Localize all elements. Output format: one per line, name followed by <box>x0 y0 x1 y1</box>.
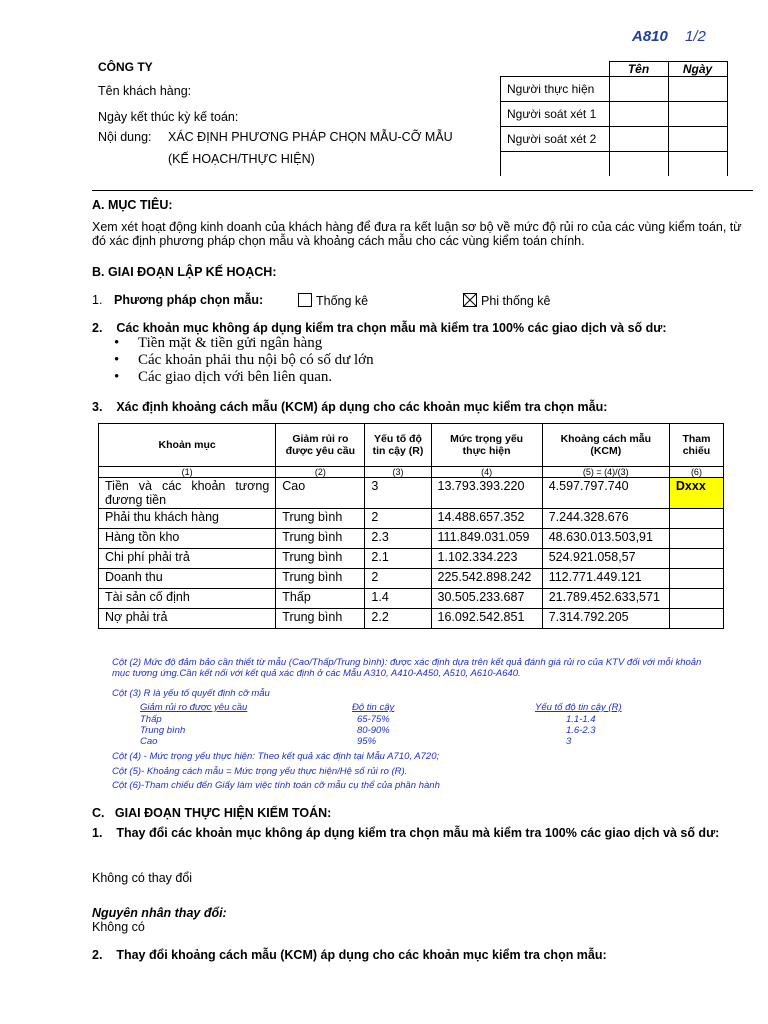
table-cell: 13.793.393.220 <box>431 478 542 509</box>
signoff-table <box>500 61 728 176</box>
table-cell <box>669 569 723 589</box>
table-cell: 1.102.334.223 <box>431 549 542 569</box>
checkbox-nonstatistical[interactable] <box>463 293 477 307</box>
table-cell: Trung bình <box>276 509 365 529</box>
col-num: (2) <box>276 467 365 478</box>
table-cell: 2 <box>365 509 431 529</box>
table-cell: Tài sản cố định <box>99 589 276 609</box>
table-cell: 3 <box>365 478 431 509</box>
signoff-name-cell[interactable] <box>609 127 668 152</box>
table-row <box>99 509 724 529</box>
note-col6: Cột (6)-Tham chiếu đến Giấy làm việc tính toán cỡ mẫu cụ thể của phần hành <box>112 780 440 791</box>
note-col3: Cột (3) R là yếu tố quyết định cỡ mẫu <box>112 688 270 699</box>
table-cell: Dxxx <box>669 478 723 509</box>
th-materiality: Mức trọng yếu thực hiện <box>431 424 542 467</box>
th-risk: Giảm rủi ro được yêu cầu <box>276 424 365 467</box>
note-col5: Cột (5)- Khoảng cách mẫu = Mức trọng yếu thực hiện/Hệ số rủi ro (R). <box>112 766 408 777</box>
reliability-cell: Trung bình <box>140 725 186 736</box>
reason-label: Nguyên nhân thay đổi: <box>92 906 227 920</box>
table-cell: 2.2 <box>365 609 431 629</box>
table-cell: 2.1 <box>365 549 431 569</box>
table-cell <box>669 509 723 529</box>
table-cell: 30.505.233.687 <box>431 589 542 609</box>
list-item <box>114 369 332 386</box>
content-label: Nội dung: <box>98 130 152 144</box>
reliability-cell: 95% <box>357 736 377 747</box>
section-c-item1: 1. Thay đổi các khoản mục không áp dụng kiểm tra chọn mẫu mà kiểm tra 100% các giao dịch và số dư: <box>92 826 720 840</box>
signoff-date-cell[interactable] <box>668 77 727 102</box>
th-confidence: Yếu tố độ tin cậy (R) <box>365 424 431 467</box>
table-cell: 524.921.058,57 <box>542 549 669 569</box>
table-cell: 16.092.542.851 <box>431 609 542 629</box>
form-code: A810 <box>632 28 668 45</box>
table-cell: Trung bình <box>276 549 365 569</box>
option-statistical[interactable] <box>298 293 368 308</box>
reliability-cell: 1.1-1.4 <box>566 714 596 725</box>
signoff-role: Người thực hiện <box>501 77 610 102</box>
col-num: (6) <box>669 467 723 478</box>
table-row <box>99 529 724 549</box>
table-cell: 111.849.031.059 <box>431 529 542 549</box>
checked-x-icon <box>464 294 476 306</box>
table-cell: 48.630.013.503,91 <box>542 529 669 549</box>
content-subtitle: (KẾ HOẠCH/THỰC HIỆN) <box>168 152 315 166</box>
table-cell: Tiền và các khoản tương đương tiền <box>99 478 276 509</box>
signoff-date-cell[interactable] <box>668 127 727 152</box>
sub-header-risk: Giảm rủi ro được yêu cầu <box>140 702 248 713</box>
bullet-text: Tiền mặt & tiền gửi ngân hàng <box>138 335 323 351</box>
reliability-cell: 80-90% <box>357 725 390 736</box>
th-account: Khoản mục <box>99 424 276 467</box>
bullet-icon: • <box>114 369 120 385</box>
page-number: 1/2 <box>685 28 706 45</box>
table-cell <box>669 609 723 629</box>
table-row <box>99 589 724 609</box>
bullet-text: Các khoản phải thu nội bộ có số dư lớn <box>138 352 374 368</box>
section-b-item3: 3. Xác định khoảng cách mẫu (KCM) áp dụng cho các khoản mục kiểm tra chọn mẫu: <box>92 400 608 414</box>
section-c-title: C. GIAI ĐOẠN THỰC HIỆN KIỂM TOÁN: <box>92 806 332 820</box>
content-title: XÁC ĐỊNH PHƯƠNG PHÁP CHỌN MẪU-CỠ MẪU <box>168 130 453 144</box>
signoff-row <box>501 77 728 102</box>
divider <box>92 190 753 191</box>
table-cell: 2.3 <box>365 529 431 549</box>
table-header-row <box>99 424 724 467</box>
no-change-text: Không có thay đổi <box>92 871 193 885</box>
signoff-col-name: Tên <box>609 62 668 77</box>
th-reference: Tham chiếu <box>669 424 723 467</box>
reliability-cell: 1.6-2.3 <box>566 725 596 736</box>
signoff-row <box>501 102 728 127</box>
sub-header-confidence: Độ tin cậy <box>352 702 395 713</box>
table-cell: Trung bình <box>276 569 365 589</box>
table-cell: Trung bình <box>276 609 365 629</box>
bullet-text: Các giao dịch với bên liên quan. <box>138 369 333 385</box>
col-num: (4) <box>431 467 542 478</box>
table-cell <box>669 529 723 549</box>
table-row <box>99 478 724 509</box>
list-item <box>114 352 374 369</box>
table-cell: 225.542.898.242 <box>431 569 542 589</box>
checkbox-statistical[interactable] <box>298 293 312 307</box>
table-cell: 7.314.792.205 <box>542 609 669 629</box>
table-cell: 7.244.328.676 <box>542 509 669 529</box>
signoff-row <box>501 152 728 177</box>
table-cell: Phải thu khách hàng <box>99 509 276 529</box>
client-label: Tên khách hàng: <box>98 84 192 98</box>
bullet-icon: • <box>114 335 120 351</box>
table-cell: Thấp <box>276 589 365 609</box>
table-row <box>99 549 724 569</box>
table-cell: 21.789.452.633,571 <box>542 589 669 609</box>
reliability-cell: Cao <box>140 736 158 747</box>
signoff-role: Người soát xét 2 <box>501 127 610 152</box>
section-a-title: A. MỤC TIÊU: <box>92 198 173 212</box>
table-cell <box>669 589 723 609</box>
section-b-item2: 2. Các khoản mục không áp dụng kiểm tra chọn mẫu mà kiểm tra 100% các giao dịch và số dư: <box>92 321 667 335</box>
col-num: (1) <box>99 467 276 478</box>
signoff-name-cell[interactable] <box>609 152 668 177</box>
table-cell: 14.488.657.352 <box>431 509 542 529</box>
signoff-name-cell[interactable] <box>609 77 668 102</box>
note-col2: Cột (2) Mức độ đảm bảo cần thiết từ mẫu (Cao/Thấp/Trung bình): được xác định dựa trên kết quả đánh giá rủi ro của KTV đối với mỗi khoản mục tương ứng.Cần kết nối với kết quả xác định ở các Mẫu A310, A410-A450, A510, A610-A640. <box>112 657 702 679</box>
table-cell: 1.4 <box>365 589 431 609</box>
sample-interval-table <box>98 423 724 629</box>
signoff-name-cell[interactable] <box>609 102 668 127</box>
bullet-icon: • <box>114 352 120 368</box>
sampling-item-num: 1. <box>92 293 103 307</box>
table-cell: 4.597.797.740 <box>542 478 669 509</box>
signoff-date-cell[interactable] <box>668 102 727 127</box>
table-cell: 2 <box>365 569 431 589</box>
section-a-text: Xem xét hoạt động kinh doanh của khách hàng để đưa ra kết luận sơ bộ về mức độ rủi ro của các vùng kiểm toán, từ đó xác định phương pháp chọn mẫu và khoảng cách mẫu cho các vùng kiểm toán chính. <box>92 220 742 248</box>
option-statistical-label: Thống kê <box>316 294 369 308</box>
table-cell: Trung bình <box>276 529 365 549</box>
period-label: Ngày kết thúc kỳ kế toán: <box>98 110 239 124</box>
signoff-role: Người soát xét 1 <box>501 102 610 127</box>
table-row <box>99 609 724 629</box>
reliability-cell: 65-75% <box>357 714 390 725</box>
company-label: CÔNG TY <box>98 60 153 74</box>
table-cell: Chi phí phải trả <box>99 549 276 569</box>
option-nonstatistical[interactable] <box>463 293 551 308</box>
signoff-date-cell[interactable] <box>668 152 727 177</box>
col-num: (5) = (4)/(3) <box>542 467 669 478</box>
sub-header-factor: Yếu tố độ tin cậy (R) <box>535 702 622 713</box>
th-interval: Khoảng cách mẫu (KCM) <box>542 424 669 467</box>
sampling-method-label: Phương pháp chọn mẫu: <box>114 293 264 307</box>
table-cell: Hàng tồn kho <box>99 529 276 549</box>
list-item <box>114 335 322 352</box>
col-num: (3) <box>365 467 431 478</box>
table-cell <box>669 549 723 569</box>
table-row <box>99 569 724 589</box>
table-cell: Cao <box>276 478 365 509</box>
section-c-item2: 2. Thay đổi khoảng cách mẫu (KCM) áp dụng cho các khoản mục kiểm tra chọn mẫu: <box>92 948 607 962</box>
table-cell: 112.771.449.121 <box>542 569 669 589</box>
note-col4: Cột (4) - Mức trọng yếu thực hiện: Theo kết quả xác định tại Mẫu A710, A720; <box>112 751 440 762</box>
table-cell: Doanh thu <box>99 569 276 589</box>
signoff-row <box>501 127 728 152</box>
column-number-row <box>99 467 724 478</box>
reliability-cell: 3 <box>566 736 572 747</box>
signoff-empty <box>501 152 610 177</box>
section-b-title: B. GIAI ĐOẠN LẬP KẾ HOẠCH: <box>92 265 277 279</box>
signoff-col-date: Ngày <box>668 62 727 77</box>
reliability-cell: Thấp <box>140 714 162 725</box>
table-cell: Nợ phải trả <box>99 609 276 629</box>
reason-text: Không có <box>92 920 145 934</box>
option-nonstatistical-label: Phi thống kê <box>481 294 551 308</box>
